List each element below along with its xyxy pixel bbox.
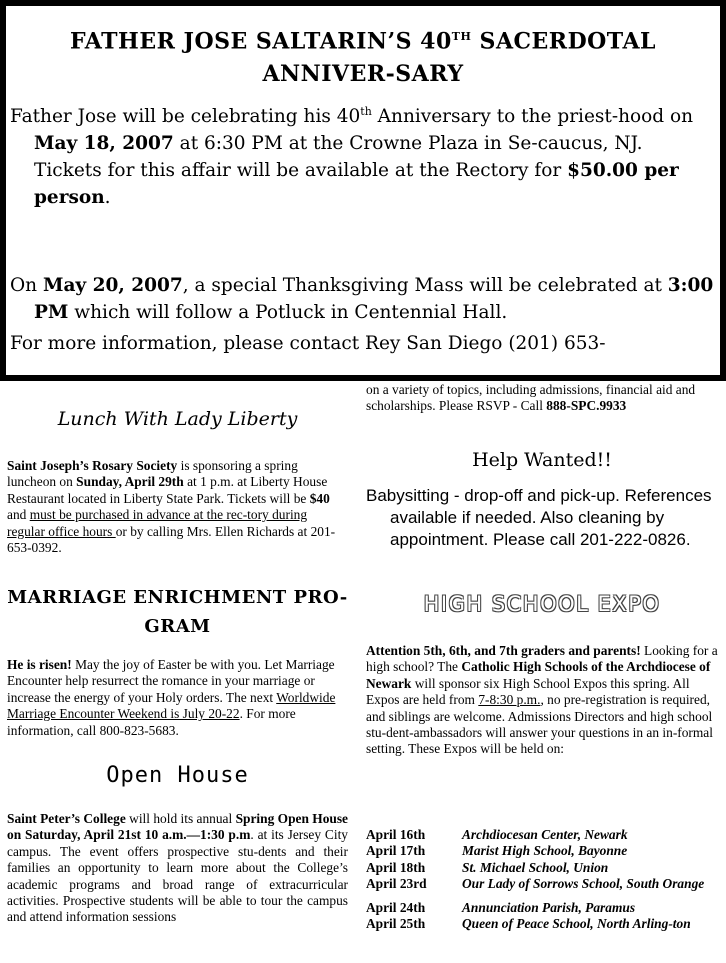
marriage-text-2: . For more information, call 800-823-5683. [7,706,296,738]
marriage-text-1: May the joy of Easter be with you. Let Marriage Encounter help resurrect the romance in your marriage or increase the energy of your Holy orders. The next [7,657,335,705]
lunch-date: Sunday, April 29th [76,474,184,490]
expo-item-date: April 24th [366,899,426,915]
anniversary-announcement-box [0,0,726,381]
p2-text-a: On [10,275,43,296]
expo-item-date: April 23rd [366,876,427,892]
expo-item [366,860,718,876]
expo-item-place: St. Michael School, Union [462,859,609,875]
anniversary-paragraph-2 [10,272,714,326]
lunch-price: $40 [309,490,330,506]
expo-schedule [366,827,718,932]
anniversary-paragraph-1 [10,98,714,211]
expo-org: Catholic High Schools of the Archdiocese of Newark [366,659,711,691]
rsvp-text: on a variety of topics, including admissions, financial aid and scholarships. Please RSVP - Call [366,382,696,414]
help-wanted-body: Babysitting - drop-off and pick-up. References available if needed. Also cleaning by appointment. Please call 201-222-0826. [366,486,712,549]
expo-item-date: April 25th [366,916,426,932]
lunch-heading: Lunch With Lady Liberty [57,408,298,430]
p2-time: 3:00 PM [34,275,714,323]
expo-text-2: will sponsor six High School Expos this spring. All Expos are held from [366,675,690,708]
openhouse-org: Saint Peter’s College [7,811,126,826]
expo-lead: Attention 5th, 6th, and 7th graders and parents! [366,643,641,658]
p1-text-b: Anniversary to the priest-hood on [371,106,694,128]
lunch-text-2: at 1 p.m. at Liberty House Restaurant located in Liberty State Park. Tickets will be [7,474,328,506]
lunch-org: Saint Joseph’s Rosary Society [7,458,178,473]
expo-item [366,916,718,932]
p1-text-a: Father Jose will be celebrating his 40 [10,106,361,128]
marriage-underlined: Worldwide Marriage Encounter Weekend is July 20-22 [7,689,336,722]
openhouse-event: Spring Open House on Saturday, April 21st 10 a.m.—1:30 p.m [7,811,348,843]
openhouse-body [7,811,348,926]
p2-text-b: , a special Thanksgiving Mass will be celebrated at [182,275,668,296]
expo-item [366,843,718,859]
expo-text-3: , no pre-registration is required, and siblings are welcome. Admissions Directors and high school stu-dent-ambassadors will answer your questions in an in-formal setting. These Expos will be held on: [366,692,713,757]
lunch-text-3: and [7,507,30,523]
p1-text-d: . [104,187,111,209]
marriage-body [7,657,348,739]
p1-price: $50.00 per person [34,160,679,209]
lunch-underlined: must be purchased in advance at the rec-tory during regular office hours [7,507,308,539]
rsvp-continuation [366,382,718,415]
marriage-heading: MARRIAGE ENRICHMENT PRO-GRAM [7,587,348,637]
anniversary-title-text: FATHER JOSE SALTARIN’S 40 [69,28,452,55]
anniversary-title-superscript: TH [451,30,472,43]
p2-text-c: which will follow a Potluck in Centennial Hall. [68,302,508,323]
rsvp-phone: 888-SPC.9933 [546,398,627,414]
marriage-lead: He is risen! [7,657,72,672]
anniversary-contact: For more information, please contact Rey San Diego (201) 653- [10,333,606,354]
expo-heading: HIGH SCHOOL EXPO [423,592,661,616]
lunch-text-4: or by calling Mrs. Ellen Richards at 201-653-0392. [7,523,336,556]
expo-item-place: Marist High School, Bayonne [462,843,628,859]
expo-item-place: Annunciation Parish, Paramus [462,899,636,915]
anniversary-title [6,20,720,91]
expo-body [366,643,718,758]
expo-item-date: April 18th [366,859,426,875]
openhouse-heading: Open House [106,763,249,788]
lunch-text-1: is sponsoring a spring luncheon on [7,458,298,490]
p2-date: May 20, 2007 [42,275,183,296]
anniversary-title-text-end: SACERDOTAL ANNIVER-SARY [262,28,657,88]
expo-item-place: Archdiocesan Center, Newark [462,827,628,842]
expo-item [366,827,718,843]
p1-text-c: at 6:30 PM at the Crowne Plaza in Se-caucus, NJ. Tickets for this affair will be available at the Rectory for [34,133,643,182]
expo-item-date: April 17th [366,843,426,859]
p1-date: May 18, 2007 [34,133,174,155]
lunch-body [7,458,348,556]
expo-item-place: Queen of Peace School, North Arling-ton [462,916,691,932]
openhouse-text-2: . at its Jersey City campus. The event offers prospective stu-dents and their families an opportunity to learn more about the College’s academic programs and broad range of extracurricular activities. Prospective students will be able to tour the campus and attend information sessions [7,827,348,925]
expo-item-place: Our Lady of Sorrows School, South Orange [462,876,705,892]
expo-text-1: Looking for a high school? The [366,643,718,675]
p1-superscript: th [360,105,372,118]
help-wanted-heading: Help Wanted!! [472,449,612,471]
expo-item [366,900,718,916]
expo-time: 7-8:30 p.m. [478,692,541,708]
expo-item [366,876,718,892]
openhouse-text-1: will hold its annual [125,811,236,826]
expo-item-date: April 16th [366,827,426,842]
